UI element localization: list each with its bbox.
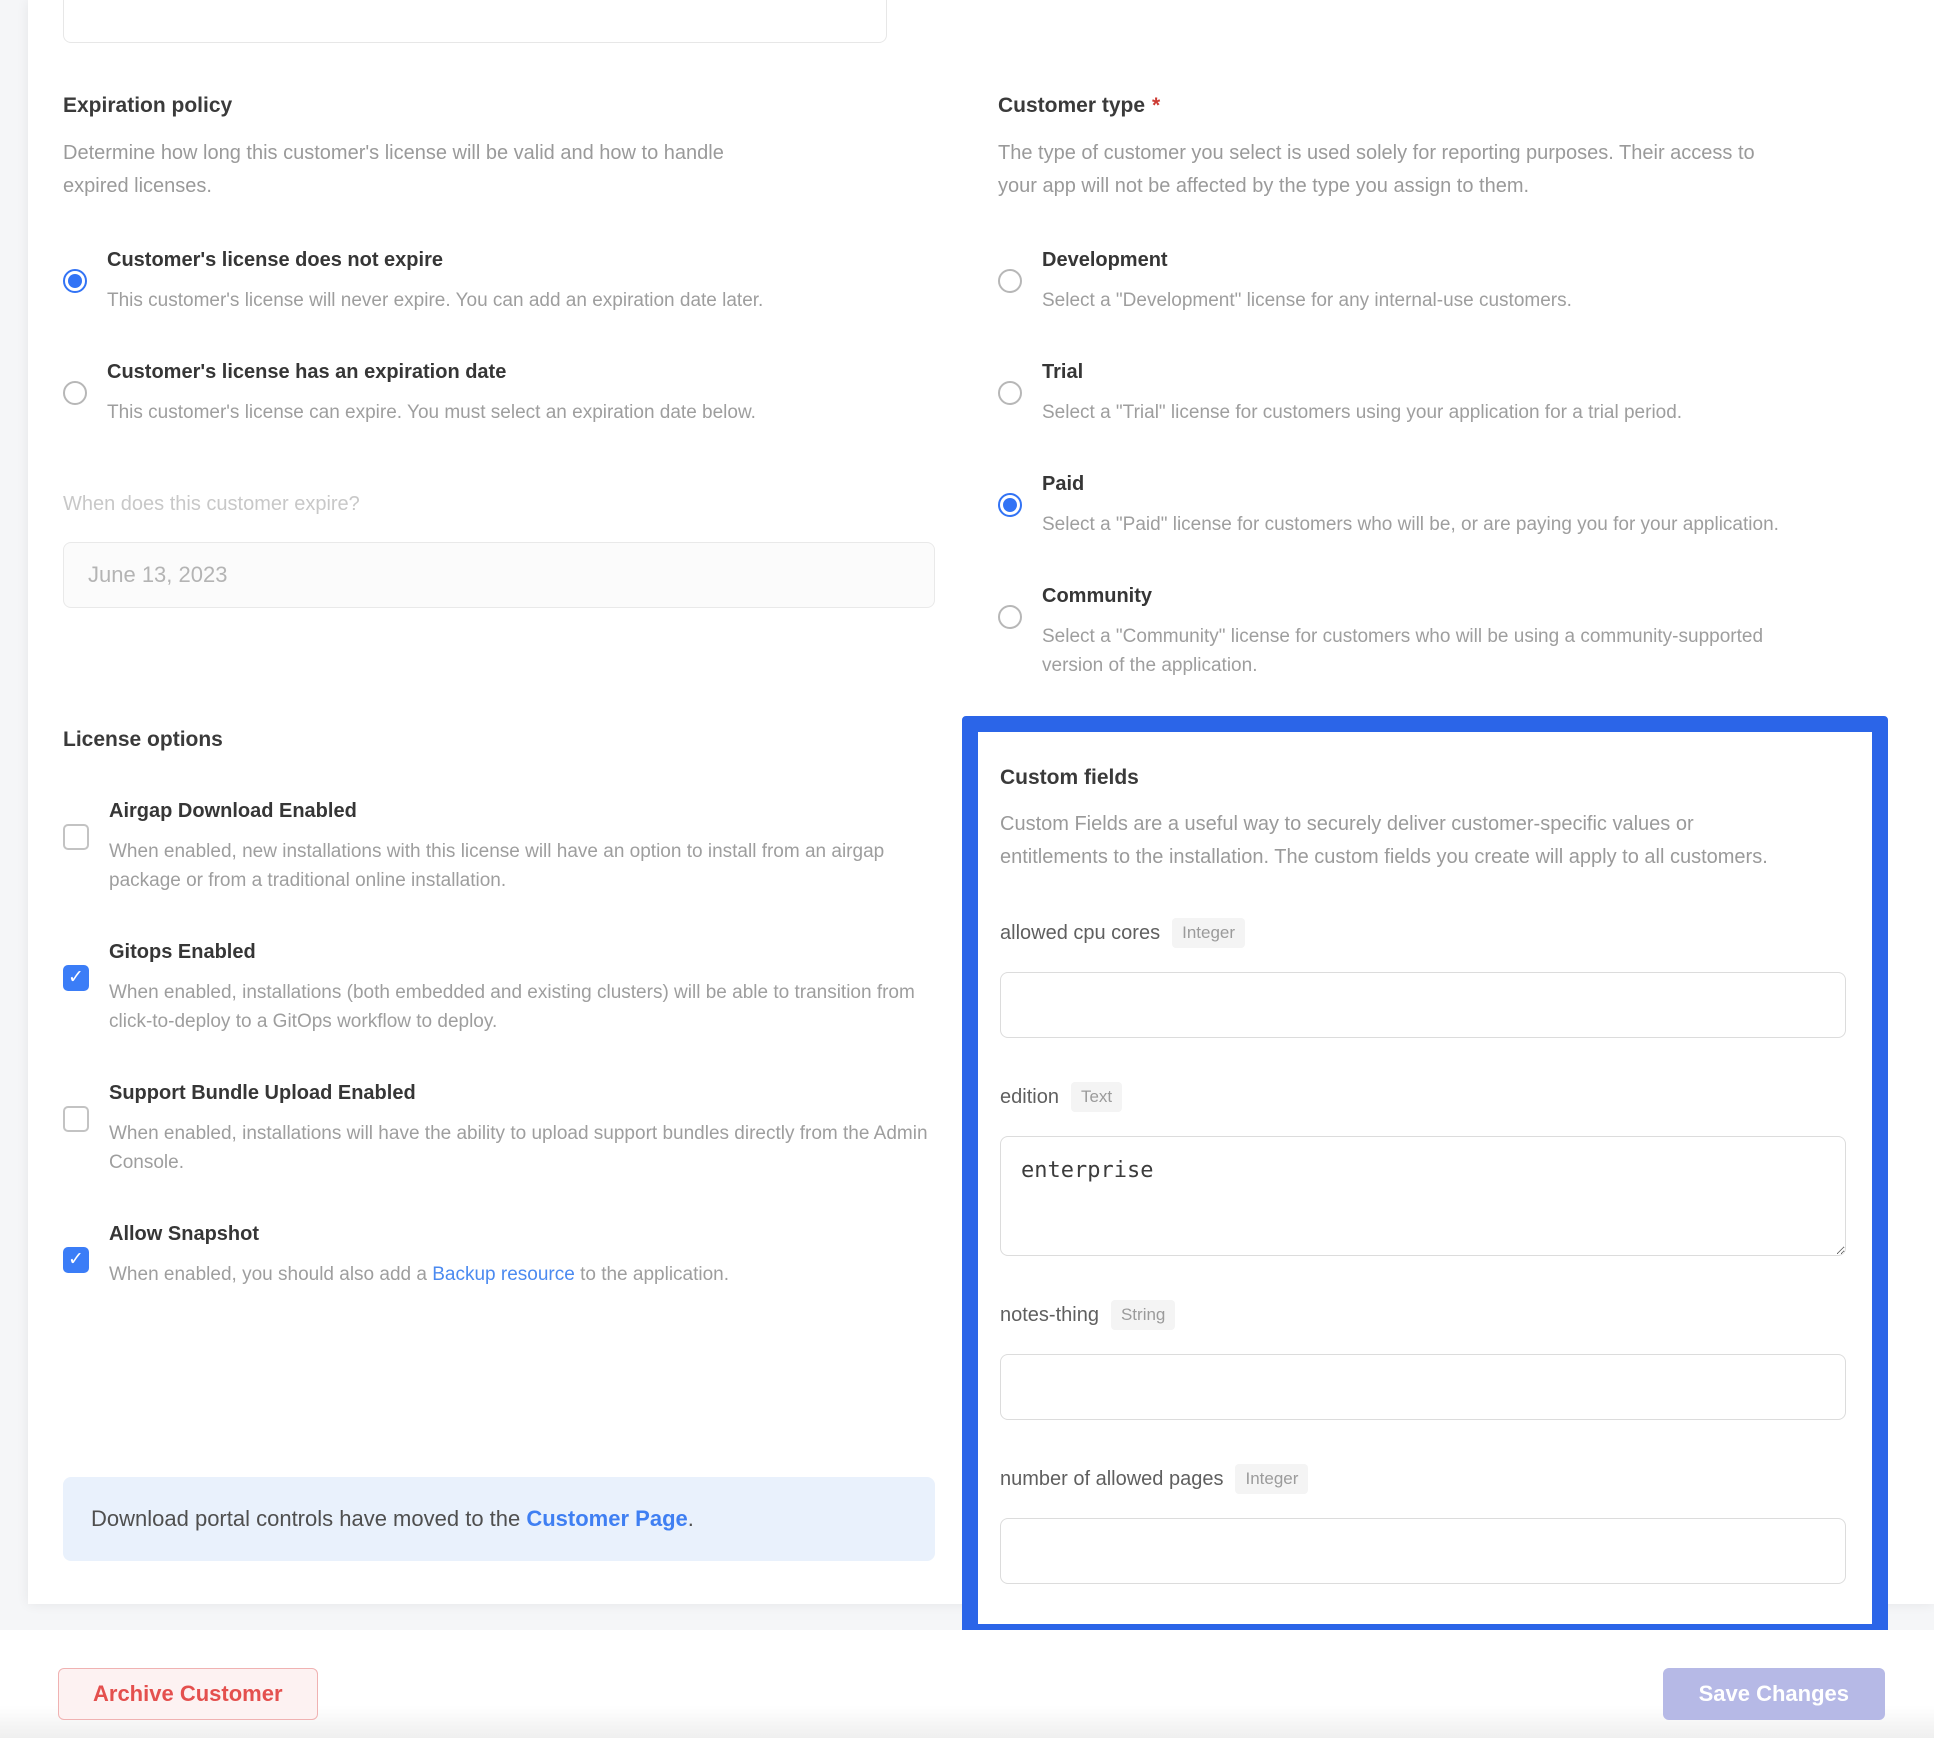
license-option-gitops[interactable]	[63, 939, 935, 1036]
option-description: Select a "Paid" license for customers who will be, or are paying you for your application.	[1042, 514, 1779, 535]
option-label: Airgap Download Enabled	[109, 800, 357, 822]
option-description: When enabled, installations (both embedded and existing clusters) will be able to transition from click-to-deploy to a GitOps workflow to deploy.	[109, 982, 915, 1032]
expire-date-input[interactable]	[63, 542, 935, 608]
checkbox-gitops[interactable]	[63, 965, 89, 991]
license-option-airgap[interactable]	[63, 798, 935, 895]
customer-type-option-development[interactable]	[998, 247, 1888, 315]
customer-type-description: The type of customer you select is used solely for reporting purposes. Their access to your app will not be affected by the type you assign to them.	[998, 142, 1755, 197]
number-of-allowed-pages-input[interactable]	[1000, 1518, 1846, 1584]
type-badge: Integer	[1172, 918, 1245, 948]
customer-page-link[interactable]: Customer Page	[526, 1506, 688, 1531]
custom-field-name: edition	[1000, 1085, 1059, 1108]
option-label: Paid	[1042, 473, 1085, 495]
custom-field-label-row	[1000, 1300, 1846, 1330]
action-footer	[0, 1630, 1934, 1738]
radio-development[interactable]	[998, 269, 1022, 293]
custom-field-label-row	[1000, 918, 1846, 948]
option-description: Select a "Community" license for customers who will be using a community-supported version of the application.	[1042, 626, 1764, 676]
custom-field-label-row	[1000, 1464, 1846, 1494]
radio-paid[interactable]	[998, 493, 1022, 517]
option-description: This customer's license can expire. You must select an expiration date below.	[107, 402, 756, 423]
notice-text-before: Download portal controls have moved to the	[91, 1506, 527, 1531]
expire-date-label: When does this customer expire?	[63, 493, 360, 515]
customer-settings-card	[28, 0, 1934, 1604]
snapshot-desc-after: to the application.	[574, 1264, 730, 1285]
option-label: Community	[1042, 585, 1152, 607]
expiration-option-has-expiration[interactable]	[63, 359, 935, 427]
settings-columns	[63, 43, 1934, 1640]
option-description	[109, 1260, 935, 1289]
option-label: Development	[1042, 249, 1168, 271]
right-column	[962, 43, 1888, 1640]
option-description: This customer's license will never expire. You can add an expiration date later.	[107, 290, 764, 311]
license-options-title: License options	[63, 728, 223, 751]
radio-no-expire[interactable]	[63, 269, 87, 293]
option-description: When enabled, new installations with this license will have an option to install from an airgap package or from a traditional online installation.	[109, 841, 885, 891]
license-option-allow-snapshot[interactable]	[63, 1221, 935, 1289]
option-label: Allow Snapshot	[109, 1223, 259, 1245]
customer-type-section	[962, 92, 1888, 680]
option-label: Support Bundle Upload Enabled	[109, 1082, 416, 1104]
customer-type-option-paid[interactable]	[998, 471, 1888, 539]
customer-type-option-community[interactable]	[998, 583, 1888, 680]
type-badge: Text	[1071, 1082, 1122, 1112]
required-marker: *	[1152, 94, 1161, 117]
custom-field-name: notes-thing	[1000, 1303, 1099, 1326]
checkbox-airgap[interactable]	[63, 824, 89, 850]
option-label: Customer's license has an expiration date	[107, 361, 507, 383]
notice-text-after: .	[687, 1506, 694, 1531]
snapshot-desc-before: When enabled, you should also add a	[109, 1264, 433, 1285]
name-input-partial[interactable]	[63, 0, 887, 43]
customer-type-option-trial[interactable]	[998, 359, 1888, 427]
backup-resource-link[interactable]: Backup resource	[432, 1264, 575, 1285]
custom-fields-description: Custom Fields are a useful way to securely deliver customer-specific values or entitlements to the installation. The custom fields you create will apply to all customers.	[1000, 813, 1768, 868]
option-description: Select a "Trial" license for customers using your application for a trial period.	[1042, 402, 1683, 423]
radio-trial[interactable]	[998, 381, 1022, 405]
portal-notice	[63, 1477, 935, 1561]
expiration-policy-description: Determine how long this customer's license will be valid and how to handle expired licenses.	[63, 142, 724, 197]
checkbox-support-bundle[interactable]	[63, 1106, 89, 1132]
custom-fields-highlight-box	[962, 716, 1888, 1640]
checkbox-allow-snapshot[interactable]	[63, 1247, 89, 1273]
customer-type-title-text: Customer type	[998, 94, 1146, 117]
option-description: When enabled, installations will have the ability to upload support bundles directly from the Admin Console.	[109, 1123, 928, 1173]
left-column	[63, 43, 935, 1561]
notes-thing-input[interactable]	[1000, 1354, 1846, 1420]
license-option-support-bundle[interactable]	[63, 1080, 935, 1177]
custom-field-label-row	[1000, 1082, 1846, 1112]
option-label: Customer's license does not expire	[107, 249, 443, 271]
expiration-option-no-expire[interactable]	[63, 247, 935, 315]
expiration-policy-title: Expiration policy	[63, 94, 233, 117]
allowed-cpu-cores-input[interactable]	[1000, 972, 1846, 1038]
custom-field-name: allowed cpu cores	[1000, 921, 1161, 944]
save-changes-button[interactable]: Save Changes	[1663, 1668, 1885, 1720]
option-label: Gitops Enabled	[109, 941, 256, 963]
option-label: Trial	[1042, 361, 1084, 383]
option-description: Select a "Development" license for any internal-use customers.	[1042, 290, 1572, 311]
type-badge: Integer	[1235, 1464, 1308, 1494]
customer-type-title	[998, 92, 1888, 120]
edition-textarea[interactable]	[1000, 1136, 1846, 1256]
radio-has-expiration[interactable]	[63, 381, 87, 405]
archive-customer-button[interactable]: Archive Customer	[58, 1668, 318, 1720]
custom-field-name: number of allowed pages	[1000, 1467, 1224, 1490]
custom-fields-title: Custom fields	[1000, 766, 1139, 789]
type-badge: String	[1111, 1300, 1175, 1330]
radio-community[interactable]	[998, 605, 1022, 629]
